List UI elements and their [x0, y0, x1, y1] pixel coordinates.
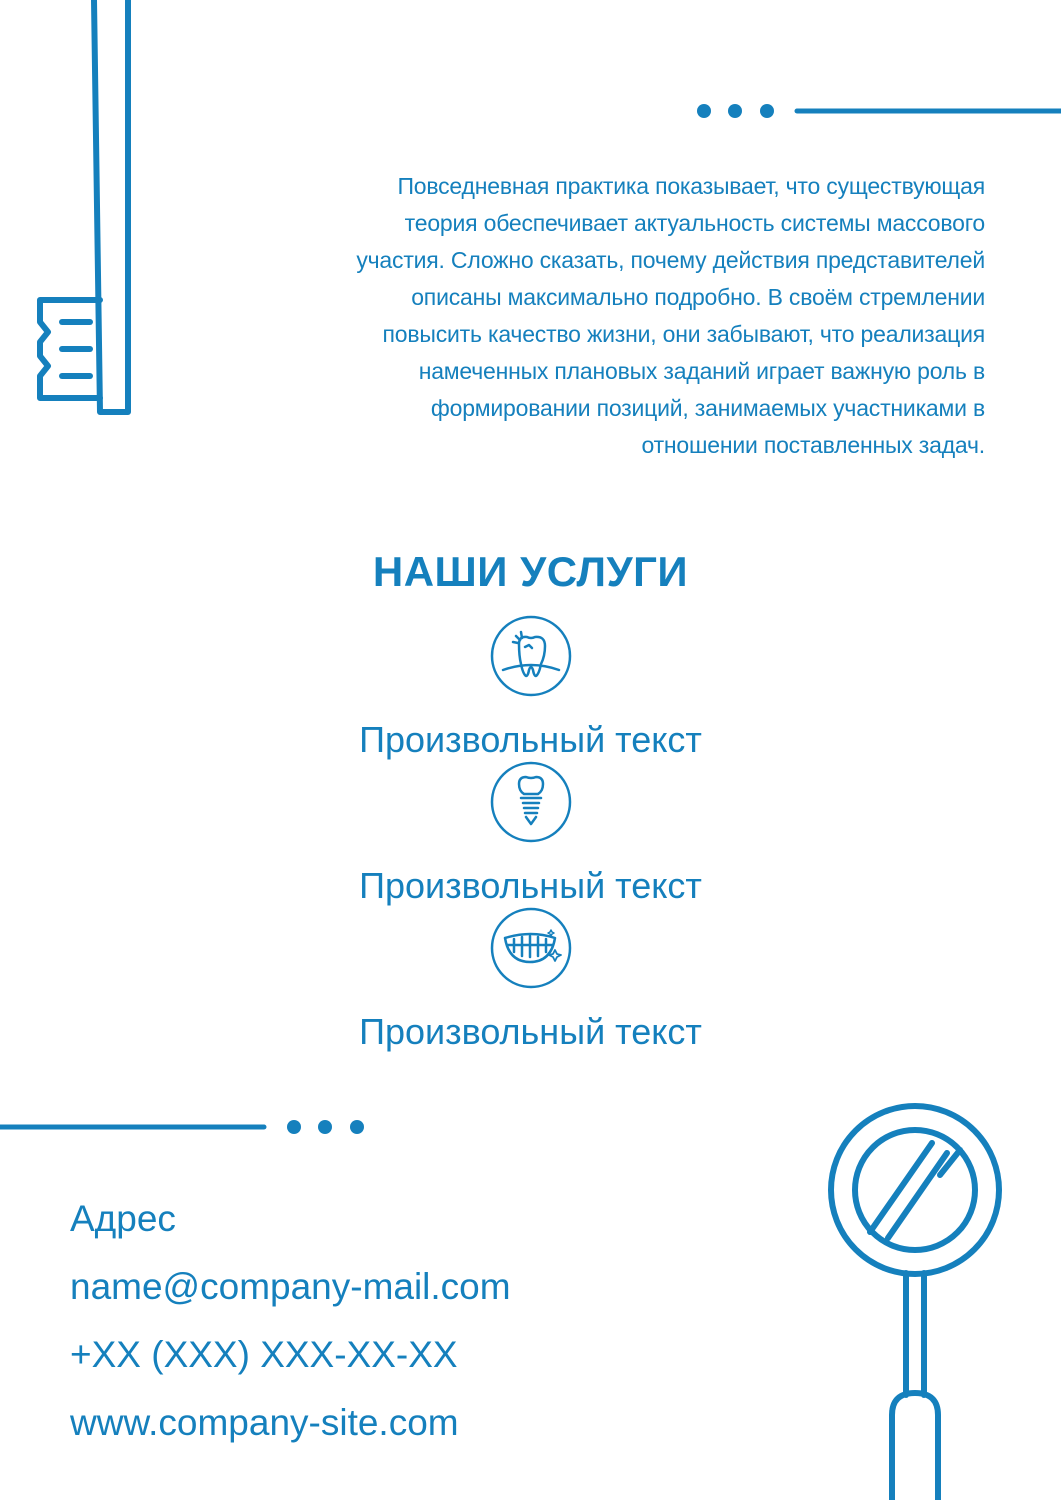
service-item	[0, 760, 1061, 908]
service-label: Произвольный текст	[359, 865, 702, 906]
dental-implant-icon	[489, 760, 573, 844]
intro-line: повысить качество жизни, они забывают, что реализация	[382, 321, 985, 347]
intro-line: описаны максимально подробно. В своём стремлении	[411, 284, 985, 310]
service-label: Произвольный текст	[359, 719, 702, 760]
phone-link[interactable]: +XX (XXX) XXX-XX-XX	[70, 1334, 458, 1375]
intro-line: теория обеспечивает актуальность системы массового	[404, 210, 985, 236]
intro-line: формировании позиций, занимаемых участниками в	[430, 395, 985, 421]
smile-teeth-icon	[489, 906, 573, 990]
contacts-block	[70, 1185, 511, 1457]
service-item	[0, 906, 1061, 1054]
email-link[interactable]: name@company-mail.com	[70, 1266, 511, 1307]
bottom-divider	[0, 1112, 372, 1142]
intro-paragraph	[240, 168, 985, 464]
services-title: НАШИ УСЛУГИ	[372, 548, 689, 595]
intro-line: Повседневная практика показывает, что существующая	[397, 173, 985, 199]
toothbrush-icon	[30, 0, 140, 430]
address-text: Адрес	[70, 1198, 176, 1239]
service-label: Произвольный текст	[359, 1011, 702, 1052]
service-item	[0, 614, 1061, 762]
dental-mirror-icon	[820, 1095, 1010, 1500]
website-link[interactable]: www.company-site.com	[70, 1402, 459, 1443]
broken-tooth-icon	[489, 614, 573, 698]
top-divider	[690, 96, 1061, 126]
intro-line: намеченных плановых заданий играет важную роль в	[418, 358, 985, 384]
intro-line: участия. Сложно сказать, почему действия представителей	[356, 247, 985, 273]
intro-line: отношении поставленных задач.	[641, 432, 985, 458]
